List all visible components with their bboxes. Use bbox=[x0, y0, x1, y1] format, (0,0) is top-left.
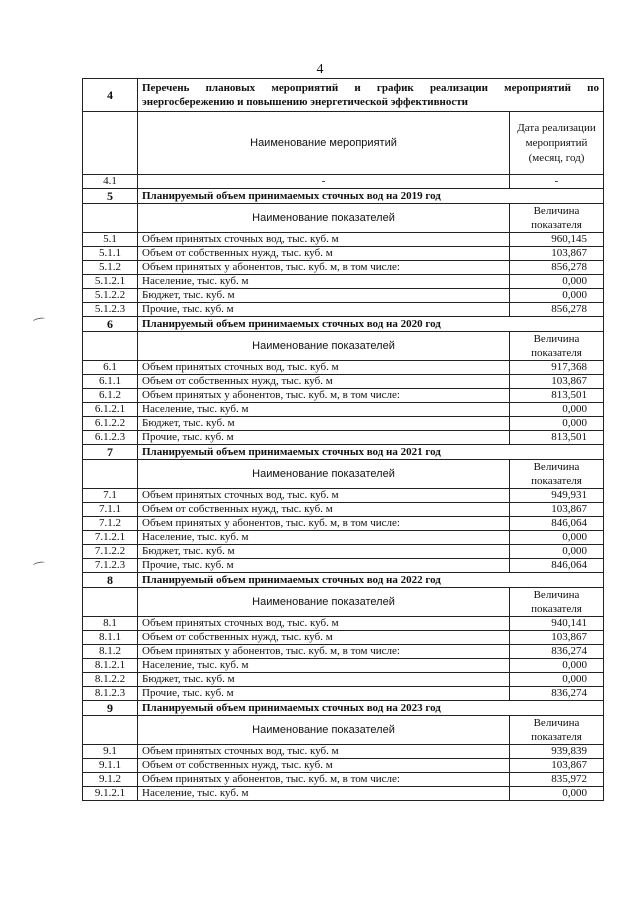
row-name: Объем принятых у абонентов, тыс. куб. м, в том числе: bbox=[138, 261, 510, 275]
column-header-row bbox=[83, 588, 604, 617]
column-header-value: Величина показателя bbox=[510, 716, 604, 745]
table-row bbox=[83, 361, 604, 375]
table-row bbox=[83, 759, 604, 773]
column-header-value: Дата реализации мероприятий (месяц, год) bbox=[510, 112, 604, 175]
row-name: Объем принятых у абонентов, тыс. куб. м, в том числе: bbox=[138, 645, 510, 659]
row-number: 5.1.2.3 bbox=[83, 303, 138, 317]
row-number: 9.1.1 bbox=[83, 759, 138, 773]
section-header-row bbox=[83, 79, 604, 112]
table-row bbox=[83, 745, 604, 759]
row-name: Объем принятых сточных вод, тыс. куб. м bbox=[138, 361, 510, 375]
header-number-cell bbox=[83, 332, 138, 361]
row-name: Бюджет, тыс. куб. м bbox=[138, 289, 510, 303]
section-number: 4 bbox=[83, 79, 138, 112]
row-value: 917,368 bbox=[510, 361, 604, 375]
section-number: 9 bbox=[83, 701, 138, 716]
row-number: 5.1.2.2 bbox=[83, 289, 138, 303]
table-row bbox=[83, 261, 604, 275]
column-header-row bbox=[83, 204, 604, 233]
row-value: 949,931 bbox=[510, 489, 604, 503]
row-value: 940,141 bbox=[510, 617, 604, 631]
section-header-row bbox=[83, 317, 604, 332]
row-number: 8.1.2.2 bbox=[83, 673, 138, 687]
row-number: 4.1 bbox=[83, 175, 138, 189]
row-value: - bbox=[510, 175, 604, 189]
row-number: 6.1.1 bbox=[83, 375, 138, 389]
row-value: 103,867 bbox=[510, 631, 604, 645]
row-value: 0,000 bbox=[510, 403, 604, 417]
column-header-value: Величина показателя bbox=[510, 204, 604, 233]
row-number: 8.1.2 bbox=[83, 645, 138, 659]
section-number: 7 bbox=[83, 445, 138, 460]
table-row bbox=[83, 531, 604, 545]
row-number: 8.1.1 bbox=[83, 631, 138, 645]
row-value: 939,839 bbox=[510, 745, 604, 759]
margin-mark bbox=[33, 561, 46, 567]
table-row bbox=[83, 673, 604, 687]
row-name: Объем принятых сточных вод, тыс. куб. м bbox=[138, 489, 510, 503]
row-value: 0,000 bbox=[510, 275, 604, 289]
row-name: Бюджет, тыс. куб. м bbox=[138, 673, 510, 687]
row-number: 8.1.2.1 bbox=[83, 659, 138, 673]
column-header-name: Наименование показателей bbox=[138, 588, 510, 617]
row-number: 5.1.2.1 bbox=[83, 275, 138, 289]
column-header-row bbox=[83, 112, 604, 175]
table-row bbox=[83, 489, 604, 503]
row-name: Объем принятых сточных вод, тыс. куб. м bbox=[138, 233, 510, 247]
row-value: 856,278 bbox=[510, 261, 604, 275]
row-name: Объем принятых сточных вод, тыс. куб. м bbox=[138, 617, 510, 631]
row-name: Объем от собственных нужд, тыс. куб. м bbox=[138, 759, 510, 773]
row-number: 5.1.2 bbox=[83, 261, 138, 275]
row-name: Объем принятых у абонентов, тыс. куб. м, в том числе: bbox=[138, 773, 510, 787]
row-name: Объем принятых у абонентов, тыс. куб. м, в том числе: bbox=[138, 389, 510, 403]
section-header-row bbox=[83, 445, 604, 460]
table-row bbox=[83, 659, 604, 673]
row-value: 0,000 bbox=[510, 659, 604, 673]
column-header-value: Величина показателя bbox=[510, 332, 604, 361]
row-name: Объем принятых сточных вод, тыс. куб. м bbox=[138, 745, 510, 759]
table-row bbox=[83, 175, 604, 189]
row-number: 7.1.1 bbox=[83, 503, 138, 517]
table-row bbox=[83, 503, 604, 517]
column-header-name: Наименование показателей bbox=[138, 460, 510, 489]
row-number: 5.1 bbox=[83, 233, 138, 247]
header-number-cell bbox=[83, 588, 138, 617]
section-title: Перечень плановых мероприятий и график реализации мероприятий по энергосбережению и повышению энергетической эффективности bbox=[138, 79, 604, 112]
header-number-cell bbox=[83, 716, 138, 745]
table-row bbox=[83, 275, 604, 289]
row-value: 0,000 bbox=[510, 289, 604, 303]
table-row bbox=[83, 545, 604, 559]
row-name: Объем принятых у абонентов, тыс. куб. м, в том числе: bbox=[138, 517, 510, 531]
row-value: 846,064 bbox=[510, 517, 604, 531]
table-row bbox=[83, 559, 604, 573]
table-row bbox=[83, 417, 604, 431]
table-row bbox=[83, 645, 604, 659]
table-row bbox=[83, 375, 604, 389]
column-header-name: Наименование показателей bbox=[138, 716, 510, 745]
table-row bbox=[83, 517, 604, 531]
header-number-cell bbox=[83, 460, 138, 489]
table-row bbox=[83, 431, 604, 445]
table-row bbox=[83, 773, 604, 787]
row-value: 103,867 bbox=[510, 759, 604, 773]
section-title: Планируемый объем принимаемых сточных вод на 2022 год bbox=[138, 573, 604, 588]
row-number: 6.1.2 bbox=[83, 389, 138, 403]
row-number: 5.1.1 bbox=[83, 247, 138, 261]
row-number: 9.1.2 bbox=[83, 773, 138, 787]
header-number-cell bbox=[83, 204, 138, 233]
row-number: 9.1 bbox=[83, 745, 138, 759]
section-header-row bbox=[83, 573, 604, 588]
row-value: 103,867 bbox=[510, 503, 604, 517]
table-row bbox=[83, 403, 604, 417]
row-value: 0,000 bbox=[510, 787, 604, 801]
table-row bbox=[83, 389, 604, 403]
column-header-row bbox=[83, 716, 604, 745]
row-name: Прочие, тыс. куб. м bbox=[138, 431, 510, 445]
row-name: Население, тыс. куб. м bbox=[138, 275, 510, 289]
header-number-cell bbox=[83, 112, 138, 175]
table-row bbox=[83, 303, 604, 317]
section-title: Планируемый объем принимаемых сточных вод на 2019 год bbox=[138, 189, 604, 204]
column-header-name: Наименование показателей bbox=[138, 332, 510, 361]
row-number: 7.1.2 bbox=[83, 517, 138, 531]
row-name: Бюджет, тыс. куб. м bbox=[138, 545, 510, 559]
column-header-row bbox=[83, 332, 604, 361]
row-value: 960,145 bbox=[510, 233, 604, 247]
row-value: 836,274 bbox=[510, 687, 604, 701]
column-header-value: Величина показателя bbox=[510, 588, 604, 617]
row-number: 6.1.2.1 bbox=[83, 403, 138, 417]
column-header-value: Величина показателя bbox=[510, 460, 604, 489]
row-value: 846,064 bbox=[510, 559, 604, 573]
row-number: 7.1.2.2 bbox=[83, 545, 138, 559]
row-name: Прочие, тыс. куб. м bbox=[138, 303, 510, 317]
row-value: 856,278 bbox=[510, 303, 604, 317]
row-value: 813,501 bbox=[510, 431, 604, 445]
page-number: 4 bbox=[316, 62, 324, 77]
row-value: 813,501 bbox=[510, 389, 604, 403]
column-header-name: Наименование мероприятий bbox=[138, 112, 510, 175]
row-name: - bbox=[138, 175, 510, 189]
row-value: 103,867 bbox=[510, 375, 604, 389]
row-value: 0,000 bbox=[510, 417, 604, 431]
row-value: 103,867 bbox=[510, 247, 604, 261]
row-value: 0,000 bbox=[510, 673, 604, 687]
plan-table-body bbox=[83, 79, 604, 801]
row-number: 6.1.2.2 bbox=[83, 417, 138, 431]
row-name: Прочие, тыс. куб. м bbox=[138, 559, 510, 573]
row-name: Прочие, тыс. куб. м bbox=[138, 687, 510, 701]
table-row bbox=[83, 233, 604, 247]
table-row bbox=[83, 687, 604, 701]
row-name: Население, тыс. куб. м bbox=[138, 787, 510, 801]
section-title: Планируемый объем принимаемых сточных вод на 2023 год bbox=[138, 701, 604, 716]
section-number: 6 bbox=[83, 317, 138, 332]
row-number: 8.1 bbox=[83, 617, 138, 631]
row-number: 7.1.2.3 bbox=[83, 559, 138, 573]
section-header-row bbox=[83, 701, 604, 716]
column-header-name: Наименование показателей bbox=[138, 204, 510, 233]
table-row bbox=[83, 247, 604, 261]
table-row bbox=[83, 617, 604, 631]
row-name: Бюджет, тыс. куб. м bbox=[138, 417, 510, 431]
row-number: 9.1.2.1 bbox=[83, 787, 138, 801]
table-row bbox=[83, 289, 604, 303]
column-header-row bbox=[83, 460, 604, 489]
section-number: 8 bbox=[83, 573, 138, 588]
row-value: 0,000 bbox=[510, 531, 604, 545]
plan-table bbox=[82, 78, 604, 801]
row-number: 7.1.2.1 bbox=[83, 531, 138, 545]
row-name: Объем от собственных нужд, тыс. куб. м bbox=[138, 375, 510, 389]
row-name: Объем от собственных нужд, тыс. куб. м bbox=[138, 247, 510, 261]
row-name: Население, тыс. куб. м bbox=[138, 403, 510, 417]
row-name: Население, тыс. куб. м bbox=[138, 531, 510, 545]
row-value: 835,972 bbox=[510, 773, 604, 787]
row-value: 836,274 bbox=[510, 645, 604, 659]
margin-mark bbox=[33, 317, 46, 323]
row-name: Население, тыс. куб. м bbox=[138, 659, 510, 673]
row-value: 0,000 bbox=[510, 545, 604, 559]
row-number: 6.1.2.3 bbox=[83, 431, 138, 445]
table-row bbox=[83, 787, 604, 801]
table-row bbox=[83, 631, 604, 645]
row-name: Объем от собственных нужд, тыс. куб. м bbox=[138, 631, 510, 645]
row-name: Объем от собственных нужд, тыс. куб. м bbox=[138, 503, 510, 517]
row-number: 8.1.2.3 bbox=[83, 687, 138, 701]
section-title: Планируемый объем принимаемых сточных вод на 2021 год bbox=[138, 445, 604, 460]
row-number: 7.1 bbox=[83, 489, 138, 503]
section-header-row bbox=[83, 189, 604, 204]
row-number: 6.1 bbox=[83, 361, 138, 375]
section-title: Планируемый объем принимаемых сточных вод на 2020 год bbox=[138, 317, 604, 332]
section-number: 5 bbox=[83, 189, 138, 204]
